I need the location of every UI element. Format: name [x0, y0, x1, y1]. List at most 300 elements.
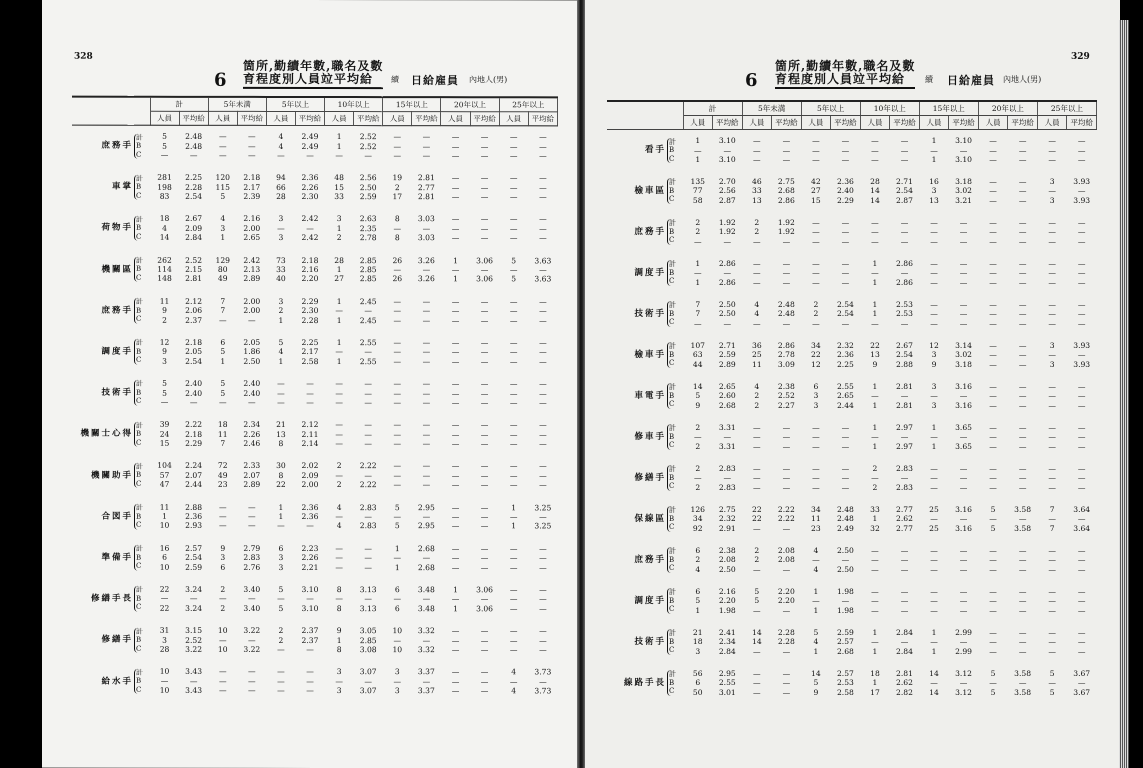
value-c: —	[393, 296, 402, 306]
cell-avg-wage	[772, 663, 802, 704]
value-c: 1	[813, 586, 819, 596]
value-b: —	[900, 391, 909, 401]
value-b: —	[989, 309, 997, 319]
value-cc: —	[1077, 154, 1086, 164]
value-b: —	[364, 594, 372, 604]
row-category-name: 機關士心得	[80, 429, 133, 440]
value-b: 5	[220, 388, 226, 398]
value-b: 4	[754, 309, 760, 319]
row-brace	[134, 586, 143, 612]
cell-avg-wage	[772, 171, 802, 212]
value-cc: 33	[334, 192, 344, 202]
value-c: 2.40	[243, 379, 261, 389]
value-cc: —	[393, 480, 402, 490]
cell-count	[683, 417, 713, 458]
value-b: 11	[811, 514, 821, 524]
value-b: —	[753, 678, 761, 688]
value-b: —	[189, 594, 198, 604]
value-c: —	[539, 544, 547, 554]
value-c: 5	[220, 378, 226, 388]
value-c: —	[989, 340, 997, 350]
value-c: 5	[1049, 668, 1055, 678]
value-c: —	[1048, 217, 1056, 227]
cell-count	[441, 579, 470, 620]
cell-count	[1037, 294, 1067, 335]
value-c: 1	[394, 543, 400, 553]
value-b: 2.20	[718, 596, 736, 606]
value-cc: —	[335, 439, 343, 449]
value-cc: 13	[929, 195, 939, 205]
cell-count	[683, 130, 713, 171]
value-cc: —	[871, 605, 879, 615]
value-c: 3	[278, 214, 284, 224]
value-c: —	[812, 136, 820, 146]
value-b: —	[218, 676, 227, 686]
value-cc: —	[812, 482, 820, 492]
value-b: 2.09	[185, 223, 203, 233]
value-cc: —	[1048, 646, 1056, 656]
value-b: —	[812, 227, 820, 237]
header-blank	[607, 101, 683, 130]
row-level-label: C	[136, 438, 142, 447]
value-c: 31	[159, 626, 170, 636]
value-c: 18	[159, 214, 170, 224]
value-cc: 2.86	[896, 277, 913, 287]
value-c: —	[1048, 586, 1056, 596]
cell-count	[383, 496, 412, 537]
value-c: 2.95	[718, 668, 736, 678]
value-c: 94	[276, 173, 286, 183]
value-cc: 1	[872, 277, 878, 287]
cell-avg-wage	[1008, 335, 1038, 376]
value-cc: 3.43	[185, 686, 203, 696]
cell-avg-wage	[1008, 294, 1038, 335]
table-row	[72, 249, 558, 291]
value-c: 14	[751, 627, 762, 637]
value-c: 2.83	[359, 502, 377, 512]
value-b: —	[989, 186, 997, 196]
row-level-label: B	[136, 677, 142, 686]
value-b: —	[959, 432, 968, 442]
value-c: 2	[336, 461, 342, 471]
value-c: 26	[392, 255, 403, 265]
value-c: 4	[754, 381, 760, 391]
value-c: 1	[336, 296, 342, 306]
value-b: —	[277, 223, 285, 233]
cell-avg-wage	[412, 661, 441, 702]
row-category-name: 調度手	[634, 268, 666, 278]
cell-count	[441, 496, 470, 537]
value-c: 4	[220, 214, 226, 224]
value-cc: 14	[159, 232, 170, 242]
cell-avg-wage	[295, 290, 324, 331]
value-cc: —	[782, 277, 791, 287]
cell-count	[325, 455, 354, 496]
value-cc: —	[753, 277, 761, 287]
cell-count	[1037, 130, 1067, 171]
value-c: —	[451, 544, 460, 554]
value-b: 2	[394, 182, 400, 192]
cell-avg-wage	[528, 620, 557, 661]
value-b: —	[393, 471, 402, 481]
table-number: 6	[745, 70, 758, 91]
value-cc: 2	[754, 400, 760, 410]
value-b: —	[480, 306, 489, 316]
value-b: —	[900, 473, 909, 483]
value-c: —	[480, 132, 489, 142]
value-cc: —	[509, 398, 518, 408]
value-b: —	[422, 265, 431, 275]
value-b: —	[959, 555, 968, 565]
value-b: 2.78	[777, 350, 795, 360]
value-b: 3	[931, 350, 937, 360]
cell-avg-wage	[470, 661, 499, 702]
value-cc: 1	[278, 315, 284, 325]
value-b: —	[1077, 186, 1086, 196]
row-level-label: B	[136, 512, 142, 521]
value-c: —	[930, 299, 938, 309]
value-cc: 92	[692, 523, 703, 533]
cell-count	[208, 167, 237, 208]
cell-avg-wage	[831, 622, 861, 663]
value-cc: 6	[394, 603, 400, 613]
cell-avg-wage	[237, 578, 266, 619]
cell-avg-wage	[528, 538, 557, 579]
value-b: 198	[157, 182, 172, 192]
value-cc: —	[1018, 277, 1027, 287]
value-cc: —	[1077, 236, 1086, 246]
cell-avg-wage	[1067, 212, 1097, 253]
value-c: —	[989, 627, 997, 637]
value-cc: 3.16	[955, 523, 972, 533]
value-b: 3	[278, 553, 284, 563]
value-cc: —	[364, 397, 372, 408]
value-c: —	[509, 420, 518, 430]
value-c: 2.18	[301, 255, 319, 265]
value-cc: 9	[695, 400, 701, 410]
cell-count	[266, 290, 295, 331]
value-c: —	[900, 217, 909, 227]
value-cc: 17	[392, 192, 403, 202]
cell-avg-wage	[179, 496, 208, 537]
value-b: 11	[217, 429, 228, 439]
cell-count	[742, 417, 772, 458]
value-c: 4	[754, 299, 760, 309]
row-brace	[134, 421, 143, 447]
row-category-name: 機關區	[101, 264, 133, 275]
cell-avg-wage	[412, 290, 441, 331]
value-cc: —	[871, 154, 879, 164]
value-c: —	[393, 132, 402, 142]
value-c: 22	[870, 340, 880, 350]
value-cc: 3	[278, 562, 284, 572]
value-c: —	[753, 668, 761, 678]
value-b: —	[1048, 350, 1056, 360]
cell-avg-wage	[470, 290, 499, 331]
value-cc: —	[1018, 564, 1027, 574]
cell-count	[499, 126, 528, 167]
value-c: —	[1077, 136, 1086, 146]
value-b: —	[451, 388, 460, 398]
value-b: —	[335, 512, 343, 522]
value-cc: 22	[276, 480, 286, 490]
cell-count	[383, 332, 412, 373]
value-c: —	[989, 136, 997, 146]
value-c: —	[480, 502, 489, 512]
row-level-label: C	[669, 318, 675, 327]
value-c: —	[539, 379, 547, 389]
value-cc: —	[480, 233, 489, 243]
value-cc: 2.82	[896, 687, 913, 697]
value-cc: —	[782, 318, 791, 328]
value-c: —	[306, 667, 314, 677]
value-cc: —	[451, 151, 460, 161]
value-cc: —	[1018, 605, 1027, 615]
value-c: 21	[276, 420, 286, 430]
value-c: —	[989, 217, 997, 227]
value-c: —	[871, 586, 879, 596]
value-cc: —	[422, 356, 431, 366]
value-cc: —	[335, 562, 343, 572]
row-level-label: B	[669, 432, 675, 441]
value-c: —	[959, 299, 968, 309]
value-c: 2.05	[243, 337, 261, 347]
value-cc: —	[1077, 482, 1086, 492]
value-cc: 2.14	[301, 439, 319, 449]
table-row	[72, 166, 558, 208]
cell-count	[742, 294, 772, 335]
value-b: —	[335, 594, 343, 604]
value-c: 5	[278, 337, 284, 347]
value-c: 10	[392, 626, 403, 636]
value-c: —	[782, 422, 791, 432]
value-b: —	[989, 596, 997, 606]
value-c: —	[539, 297, 547, 307]
value-b: 2	[754, 555, 760, 565]
value-cc: —	[306, 686, 314, 696]
column-sub-header: 平均給	[831, 116, 861, 130]
value-cc: —	[451, 686, 460, 696]
cell-count	[441, 414, 470, 455]
row-level-label: B	[136, 471, 142, 480]
value-c: 2.48	[836, 504, 854, 514]
value-cc: 1	[695, 154, 701, 164]
value-b: 2.50	[718, 309, 736, 319]
value-c: 34	[811, 340, 821, 350]
value-c: 6	[695, 545, 701, 555]
value-b: 1	[336, 141, 342, 151]
value-b: —	[841, 596, 850, 606]
cell-count	[919, 663, 949, 704]
row-level-label: C	[136, 356, 142, 365]
row-category-name: 檢車區	[634, 186, 666, 196]
value-c: —	[871, 136, 879, 146]
cell-count	[441, 620, 470, 661]
value-c: 3	[931, 381, 937, 391]
value-c: 3.16	[955, 381, 972, 391]
value-c: 2.28	[777, 627, 795, 637]
value-b: —	[509, 594, 518, 604]
table-title	[775, 60, 915, 89]
value-cc: 1	[336, 315, 342, 325]
value-b: —	[930, 678, 938, 688]
cell-avg-wage	[179, 414, 208, 455]
value-c: 3	[1049, 340, 1055, 350]
value-cc: —	[218, 521, 227, 531]
cell-avg-wage	[772, 417, 802, 458]
table-subtitle: 日給雇員	[411, 74, 459, 88]
cell-count	[441, 373, 470, 414]
cell-count	[383, 455, 412, 496]
value-cc: —	[930, 318, 938, 328]
value-cc: 4	[695, 564, 701, 574]
value-cc: —	[989, 441, 997, 451]
value-b: —	[480, 512, 489, 522]
value-b: —	[782, 678, 791, 688]
cell-count	[919, 212, 949, 253]
cell-avg-wage	[412, 332, 441, 373]
value-b: —	[451, 265, 460, 275]
value-b: —	[1048, 514, 1056, 524]
value-c: 10	[217, 626, 228, 636]
value-cc: 23	[811, 523, 821, 533]
value-b: 2.17	[243, 182, 261, 192]
row-level-label: B	[669, 555, 675, 564]
value-b: 2.53	[836, 678, 854, 688]
value-b: —	[422, 223, 431, 233]
value-c: —	[509, 132, 518, 142]
value-cc: 5	[394, 521, 400, 531]
value-cc: 1	[695, 605, 701, 615]
value-cc: 3.22	[243, 644, 261, 654]
value-b: 115	[215, 182, 230, 192]
value-c: —	[480, 296, 489, 306]
value-b: 9	[162, 347, 167, 357]
value-b: 1	[872, 309, 878, 319]
value-c: 3.14	[955, 340, 972, 350]
value-b: —	[989, 432, 997, 442]
value-b: —	[812, 555, 820, 565]
value-b: —	[930, 514, 938, 524]
value-cc: 1	[813, 605, 819, 615]
column-sub-header: 人員	[441, 112, 470, 126]
value-b: —	[422, 471, 431, 481]
cell-count	[208, 331, 237, 372]
value-cc: 2.85	[359, 274, 377, 284]
cell-count	[978, 294, 1008, 335]
value-cc: —	[189, 397, 198, 407]
value-b: —	[335, 347, 343, 357]
value-cc: 3.10	[718, 154, 736, 164]
value-c: 5	[162, 132, 167, 142]
value-cc: —	[189, 150, 198, 160]
value-cc: —	[218, 315, 227, 325]
value-cc: 3.67	[1073, 687, 1091, 697]
value-c: 2.54	[836, 299, 854, 309]
value-cc: 3.93	[1073, 195, 1091, 205]
value-c: —	[1018, 258, 1027, 268]
value-b: 2.05	[185, 347, 203, 357]
column-sub-header: 人員	[208, 111, 237, 125]
value-c: —	[812, 217, 820, 227]
value-b: —	[509, 347, 518, 357]
value-b: 13	[870, 350, 880, 360]
cell-count	[383, 167, 412, 208]
value-cc: —	[900, 236, 909, 246]
value-b: —	[451, 306, 460, 316]
row-category-name: 給水手	[101, 676, 133, 687]
value-c: 39	[159, 420, 170, 430]
value-b: —	[451, 635, 460, 645]
value-b: 2.26	[243, 429, 261, 439]
value-cc: 8	[394, 233, 400, 243]
cell-count	[683, 294, 713, 335]
value-cc: 2.87	[896, 195, 913, 205]
cell-count	[1037, 212, 1067, 253]
value-b: 2.40	[185, 388, 203, 398]
value-cc: —	[959, 605, 968, 615]
cell-count	[266, 373, 295, 414]
value-c: 2.86	[718, 258, 736, 268]
column-group-header: 5年未満	[208, 97, 266, 112]
cell-avg-wage	[412, 579, 441, 620]
page-number: 328	[74, 51, 93, 62]
value-b: 2.54	[896, 186, 913, 196]
table-row	[607, 663, 1097, 704]
value-b: 22	[751, 514, 762, 524]
value-cc: 8	[336, 645, 342, 655]
value-cc: 1	[931, 441, 937, 451]
value-cc: 15	[159, 438, 170, 448]
value-c: 3.93	[1073, 176, 1091, 186]
value-cc: —	[509, 645, 518, 655]
value-cc: 9	[872, 359, 878, 369]
value-cc: 2	[695, 441, 701, 451]
value-c: —	[480, 461, 489, 471]
value-cc: 2	[336, 480, 342, 490]
value-c: 3.58	[1014, 668, 1032, 678]
value-b: —	[1077, 473, 1086, 483]
table-row	[72, 537, 558, 579]
cell-count	[441, 455, 470, 496]
value-cc: 1	[220, 233, 226, 243]
value-c: 6	[278, 543, 284, 553]
value-cc: —	[1048, 564, 1056, 574]
value-b: 2.13	[243, 264, 261, 274]
value-c: 2.81	[417, 173, 435, 183]
row-level-label: B	[136, 347, 142, 356]
value-b: —	[451, 553, 460, 563]
cell-count	[683, 663, 713, 704]
cell-avg-wage	[237, 125, 266, 166]
cell-count	[978, 540, 1008, 581]
value-c: —	[1077, 422, 1086, 432]
table-row	[72, 331, 558, 373]
value-c: 3.16	[955, 504, 972, 514]
cell-count	[742, 130, 772, 171]
value-c: —	[841, 136, 850, 146]
value-b: —	[753, 145, 761, 155]
row-level-label: B	[136, 265, 142, 274]
value-cc: 3.73	[534, 686, 552, 696]
cell-count	[978, 663, 1008, 704]
cell-avg-wage	[772, 622, 802, 663]
value-b: —	[1018, 596, 1027, 606]
value-b: —	[693, 473, 702, 483]
cell-count	[978, 212, 1008, 253]
value-b: —	[539, 388, 547, 398]
value-cc: 1.98	[836, 605, 854, 615]
